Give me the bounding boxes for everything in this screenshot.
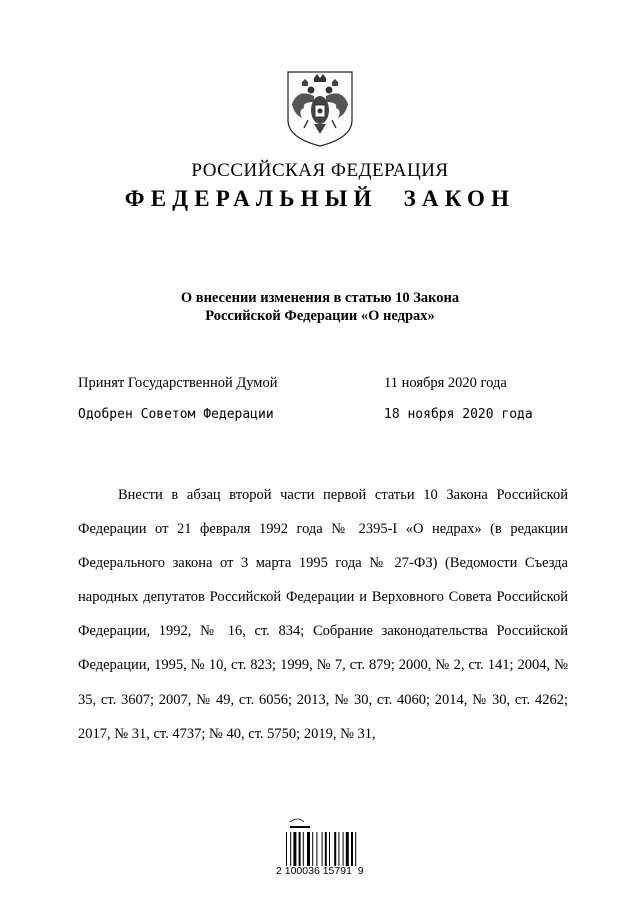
country-name: РОССИЙСКАЯ ФЕДЕРАЦИЯ (191, 160, 449, 181)
coat-of-arms-icon (284, 68, 356, 148)
law-title-line1: О внесении изменения в статью 10 Закона (180, 290, 460, 306)
body-paragraph: Внести в абзац второй части первой статьи 10 Закона Российской Федерации от 21 февраля 1992 года № 2395-I «О недрах» (в редакции Федерального закона от 3 марта 1995 года № 27-ФЗ) (Ведомости Съезда народных депутатов Российской Федерации и Верховного Совета Российской Федерации, 1992, № 16, ст. 834; Собрание законодательства Российской Федерации, 1995, № 10, ст. 823; 1999, № 7, ст. 879; 2000, № 2, ст. 141; 2004, № 35, ст. 3607; 2007, № 49, ст. 6056; 2013, № 30, ст. 4060; 2014, № 30, ст. 4262; 2017, № 31, ст. 4737; № 40, ст. 5750; 2019, № 31, (78, 487, 568, 742)
council-label: Одобрен Советом Федерации (78, 407, 274, 422)
law-title (0, 289, 640, 325)
duma-label: Принят Государственной Думой (78, 375, 278, 391)
duma-date: 11 ноября 2020 года (384, 375, 507, 391)
barcode-number: 2 100036 15791 9 (276, 865, 364, 877)
document-type: ФЕДЕРАЛЬНЫЙ ЗАКОН (124, 186, 516, 211)
barcode-icon (284, 812, 358, 872)
council-date: 18 ноября 2020 года (384, 407, 533, 422)
law-body (78, 478, 568, 751)
law-title-line2: Российской Федерации «О недрах» (205, 308, 435, 324)
